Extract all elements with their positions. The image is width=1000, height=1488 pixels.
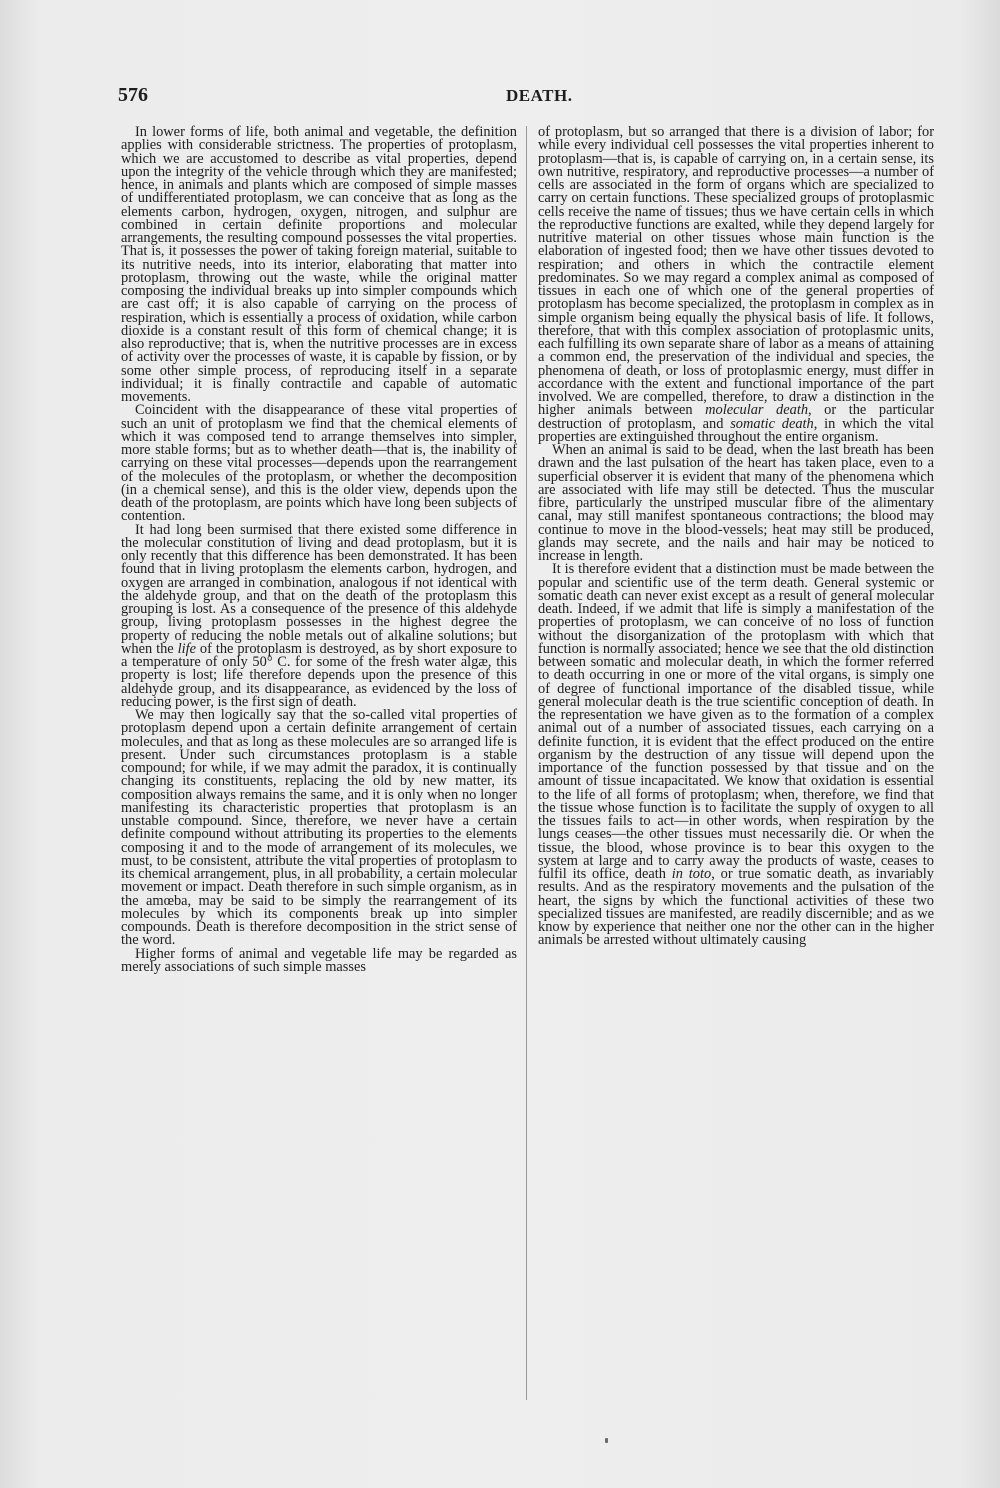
paragraph-protoplasm-properties: In lower forms of life, both animal and vegetable, the definition applies with considerable strictness. The properties of protoplasm, which we are accustomed to describe as vital properties, depend upon the integrity of the vehicle through which they are manifested; hence, in animals and plants which are composed of simple masses of undifferentiated protoplasm, we can conceive that as long as the elements carbon, hydrogen, oxygen, nitrogen, and sulphur are combined in certain definite proportions and molecular arrangements, the resulting compound possesses the vital properties. That is, it possesses the power of taking foreign material, suitable to its nutritive needs, into its interior, elaborating that matter into protoplasm, throwing out the waste, while the original matter composing the individual breaks up into simpler compounds which are cast off; it is also capable of carrying on the process of respiration, which is essentially a process of oxidation, while carbon dioxide is a constant result of this form of chemical change; it is also reproductive; that is, when the nutritive processes are in excess of activity over the processes of waste, it is capable by fission, or by some other simple process, of reproducing itself in a separate individual; it is finally contractile and capable of automatic movements. (121, 124, 517, 405)
text-run: of the protoplasm is destroyed, as by short exposure to a temperature of only 50° C. for some of the fresh water algæ, this property is lost; life therefore depends upon the presence of this aldehyde group, and its disappearance, as evidenced by the loss of reducing power, is the first sign of death. (121, 640, 517, 710)
right-column (538, 126, 934, 948)
italic-term: life (177, 640, 196, 657)
text-run: , in which the vital properties are extinguished throughout the entire organism. (538, 415, 934, 445)
column-divider (526, 126, 527, 1400)
page-number: 576 (118, 84, 148, 106)
text-run: It is therefore evident that a distinction must be made between the popular and scientific use of the term death. General systemic or somatic death can never exist except as a result of general molecular death. Indeed, if we admit that life is simply a manifestation of the properties of protoplasm, we can conceive of no loss of function without the disorganization of the protoplasm with which that function is normally associated; hence we see that the old distinction between somatic and molecular death, in which the former referred to death occurring in one or more of the vital organs, is simply one of degree of functional importance of the disabled tissue, while general molecular death is the true scientific conception of death. In the representation we have given as to the formation of a complex animal out of a number of associated tissues, each carrying on a definite function, it is evident that the effect produced on the entire organism by the destruction of any tissue will depend upon the importance of the function possessed by that tissue and on the amount of tissue incapacitated. We know that oxidation is essential to the life of all forms of protoplasm; when, therefore, we find that the tissue whose function is to facilitate the supply of oxygen to all the tissues fails to act—in other words, when respiration by the lungs ceases—the other tissues must necessarily die. Or when the tissue, the blood, whose province is to bear this oxygen to the system at large and to carry away the products of waste, ceases to fulfil its office, death (538, 561, 934, 882)
left-column (121, 126, 517, 974)
text-run: of protoplasm, but so arranged that there is a division of labor; for while every individual cell possesses the vital properties inherent to protoplasm—that is, is capable of carrying on, in a certain sense, its own nutritive, respiratory, and reproductive processes—a number of cells are associated in the form of organs which are specialized to carry on certain functions. These specialized groups of protoplasmic cells receive the name of tissues; thus we have certain cells in which the reproductive functions are exalted, while they depend largely for nutritive material on other tissues whose main function is the elaboration of ingested food; then we have other tissues devoted to respiration; and others in which the contractile element predominates. So we may regard a complex animal as composed of tissues in each one of which one of the general properties of protoplasm has become specialized, the protoplasm in complex as in simple organism being equally the physical basis of life. It follows, therefore, that with this complex association of protoplasmic units, each fulfilling its own separate share of labor as a means of attaining a common end, the preservation of the individual and species, the phenomena of death, or loss of protoplasmic energy, must differ in accordance with the extent and functional importance of the part involved. We are compelled, therefore, to draw a distinction in the higher animals between (538, 124, 934, 419)
paragraph-popular-scientific-death (538, 563, 934, 947)
page-header (118, 84, 933, 112)
italic-term: in toto (671, 866, 712, 882)
text-run: It had long been surmised that there existed some difference in the molecular constitution of living and dead protoplasm, but it is only recently that this difference has been demonstrated. It has been found that in living protoplasm the elements carbon, hydrogen, and oxygen are arranged in combination, analogous if not identical with the aldehyde group, and that on the death of the protoplasm this grouping is lost. As a consequence of the presence of this aldehyde group, living protoplasm possesses in the highest degree the property of reducing the noble metals out of alkaline solutions; but when the (121, 521, 517, 657)
text-run: , or the particular destruction of protoplasm, and (538, 402, 935, 432)
paragraph-higher-forms: Higher forms of animal and vegetable life may be regarded as merely associations of such simple masses (121, 945, 517, 975)
paragraph-aldehyde-group (121, 521, 517, 710)
paragraph-animal-dead: When an animal is said to be dead, when the last breath has been drawn and the last pulsation of the heart has taken place, even to a superficial observer it is evident that many of the phenomena which are associated with life may still be detected. Thus the muscular fibre, particularly the unstriped muscular fibre of the alimentary canal, may still manifest spontaneous contractions; the blood may continue to move in the blood-vessels; heat may still be produced, glands may secrete, and the nails and hair may be noticed to increase in length. (538, 442, 934, 564)
text-run: , or true somatic death, as invariably results. And as the respiratory movements and the pulsation of the heart, the signs by which the functional activities of these two specialized tissues are manifested, are readily discernible; and as we know by experience that neither one nor the other can in the higher animals be arrested without ultimately causing (538, 866, 934, 949)
paragraph-division-of-labor (538, 126, 934, 444)
running-head: DEATH. (506, 86, 573, 105)
paragraph-stable-compound: We may then logically say that the so-called vital properties of protoplasm depend upon a certain definite arrangement of certain molecules, and that as long as these molecules are so arranged life is present. Under such circumstances protoplasm is a stable compound; for while, if we may admit the paradox, it is continually changing its constituents, replacing the old by new matter, its composition always remains the same, and it is only when no longer manifesting its characteristic properties that protoplasm is an unstable compound. Since, therefore, we never have a certain definite compound without attributing its properties to the elements composing it and to the mode of arrangement of its molecules, we must, to be consistent, attribute the vital properties of protoplasm to its chemical arrangement, plus, in all probability, a certain molecular movement or impact. Death therefore in such simple organism, as in the amœba, may be said to be simply the rearrangement of its molecules by which its components break up into simpler compounds. Death is therefore decomposition in the strict sense of the word. (121, 707, 517, 949)
print-speck (605, 1438, 608, 1443)
italic-term: molecular death (705, 402, 809, 419)
paragraph-coincident-disappearance: Coincident with the disappearance of these vital properties of such an unit of protoplasm we find that the chemical elements of which it was composed tend to arrange themselves into simpler, more stable forms; but as to whether death—that is, the inability of carrying on these vital processes—depends upon the rearrangement of the molecules of the protoplasm, or whether the decomposition (in a chemical sense), and this is the older view, depends upon the death of the protoplasm, are points which have long been subjects of contention. (121, 402, 517, 525)
italic-term: somatic death (730, 415, 814, 432)
